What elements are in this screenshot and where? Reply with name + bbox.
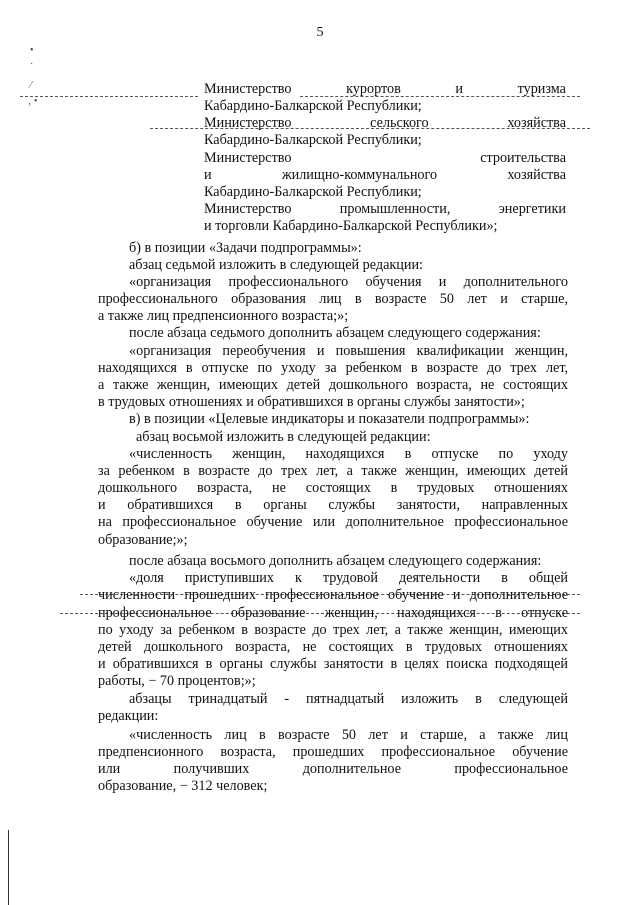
body-line: за ребенком в возрасте до трех лет, а также женщин, имеющих детей [98,463,568,479]
ministry-line: Кабардино-Балкарской Республики; [204,98,422,114]
body-line: детей дошкольного возраста, не состоящих в трудовых отношениях [98,639,568,655]
body-line: и обратившихся в органы службы занятости, направленных [98,497,568,513]
margin-mark: • [30,45,34,56]
page-number: 5 [316,25,324,40]
body-line: и обратившихся в органы службы занятости в целях поиска подходящей [98,656,568,672]
body-line: а также женщин, имеющих детей дошкольного возраста, не состоящих [98,377,568,393]
body-line: находящихся в отпуске по уходу за ребенком в возрасте до трех лет, [98,360,568,376]
body-line: образование;»; [98,532,188,548]
body-line: «доля приступивших к трудовой деятельности в общей [129,570,568,586]
body-line: «численность лиц в возрасте 50 лет и старше, а также лиц [129,727,568,743]
body-line: по уходу за ребенком в возрасте до трех лет, а также женщин, имеющих [98,622,568,638]
body-line: после абзаца седьмого дополнить абзацем следующего содержания: [129,325,541,341]
ministry-line: Кабардино-Балкарской Республики; [204,132,422,148]
body-line: на профессиональное обучение или дополнительное профессиональное [98,514,568,530]
body-line: в) в позиции «Целевые индикаторы и показатели подпрограммы»: [129,411,530,427]
body-line: б) в позиции «Задачи подпрограммы»: [129,240,362,256]
body-line: «организация профессионального обучения и дополнительного [129,274,568,290]
ministry-line: Министерство сельского хозяйства [204,115,566,131]
body-line: а также лиц предпенсионного возраста;»; [98,308,349,324]
margin-mark: ‚ • [28,96,38,107]
body-line: или получивших дополнительное профессиональное [98,761,568,777]
body-line: после абзаца восьмого дополнить абзацем следующего содержания: [129,553,542,569]
body-line: профессионального образования лиц в возрасте 50 лет и старше, [98,291,568,307]
ministry-line: Кабардино-Балкарской Республики; [204,184,422,200]
body-line: «организация переобучения и повышения квалификации женщин, [129,343,568,359]
margin-mark: ⁄ [30,80,32,91]
body-line: предпенсионного возраста, прошедших профессиональное обучение [98,744,568,760]
body-line: образование, − 312 человек; [98,778,268,794]
body-line: численности прошедших профессиональное обучение и дополнительное [98,587,568,603]
body-line: в трудовых отношениях и обратившихся в органы службы занятости»; [98,394,525,410]
table-rule [20,96,198,97]
body-line: профессиональное образование женщин, находящихся в отпуске [98,605,568,621]
ministry-line: Министерство промышленности, энергетики [204,201,566,217]
body-line: редакции: [98,708,159,724]
ministry-line: Министерство строительства [204,150,566,166]
body-line: абзац восьмой изложить в следующей редакции: [136,429,431,445]
ministry-line: и торговли Кабардино-Балкарской Республики»; [204,218,498,234]
margin-line [8,830,9,905]
body-line: абзацы тринадцатый - пятнадцатый изложить в следующей [129,691,568,707]
ministry-line: и жилищно-коммунального хозяйства [204,167,566,183]
margin-mark: ˙ [30,62,34,73]
body-line: абзац седьмой изложить в следующей редакции: [129,257,424,273]
body-line: дошкольного возраста, не состоящих в трудовых отношениях [98,480,568,496]
body-line: работы, − 70 процентов;»; [98,673,256,689]
body-line: «численность женщин, находящихся в отпуске по уходу [129,446,568,462]
ministry-line: Министерство курортов и туризма [204,81,566,97]
